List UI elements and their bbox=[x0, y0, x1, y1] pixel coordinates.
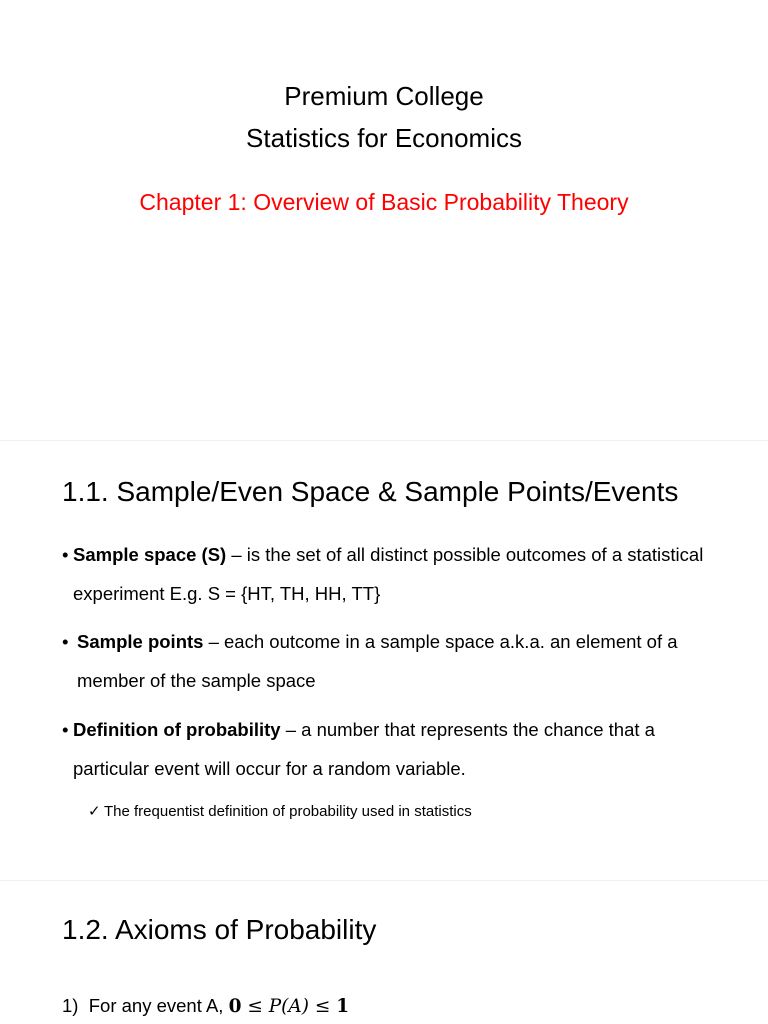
bullet-dot-icon: • bbox=[62, 631, 69, 652]
bullet-sample-space bbox=[62, 535, 722, 613]
chapter-title: Chapter 1: Overview of Basic Probability Theory bbox=[139, 189, 629, 215]
bullet-term: Sample points bbox=[77, 631, 204, 652]
check-mark-icon: ✓ bbox=[88, 803, 101, 820]
bullet-text: – a number that represents the chance that a particular event will occur for a random variable. bbox=[73, 719, 655, 779]
subpoint-frequentist bbox=[88, 802, 472, 822]
axiom-expression: P(A) bbox=[268, 996, 309, 1017]
bullet-definition-probability bbox=[62, 710, 722, 788]
course-title: Statistics for Economics bbox=[246, 123, 522, 153]
axiom-upper-bound: 1 bbox=[336, 996, 350, 1017]
bullet-text: – each outcome in a sample space a.k.a. an element of a member of the sample space bbox=[77, 631, 678, 691]
bullet-term: Sample space (S) bbox=[73, 544, 227, 565]
section-heading-1-1: 1.1. Sample/Even Space & Sample Points/Events bbox=[62, 476, 679, 507]
axiom-prefix: 1) For any event A, bbox=[62, 995, 229, 1016]
axiom-relation: ≤ bbox=[308, 996, 337, 1017]
bullet-term: Definition of probability bbox=[73, 719, 281, 740]
axiom-relation: ≤ bbox=[241, 996, 269, 1017]
sample-space-slide bbox=[0, 440, 768, 880]
axiom-lower-bound: 0 bbox=[228, 996, 242, 1017]
college-name: Premium College bbox=[284, 81, 484, 111]
bullet-dot-icon: • bbox=[62, 719, 69, 740]
subpoint-text: The frequentist definition of probability used in statistics bbox=[104, 803, 472, 820]
bullet-text: – is the set of all distinct possible outcomes of a statistical experiment E.g. S = {HT, TH, HH, TT} bbox=[73, 544, 704, 604]
section-heading-1-2: 1.2. Axioms of Probability bbox=[62, 914, 377, 945]
bullet-sample-points bbox=[62, 622, 722, 700]
axiom-1 bbox=[62, 994, 349, 1019]
bullet-dot-icon: • bbox=[62, 544, 69, 565]
title-slide bbox=[0, 0, 768, 440]
axioms-slide bbox=[0, 880, 768, 1024]
